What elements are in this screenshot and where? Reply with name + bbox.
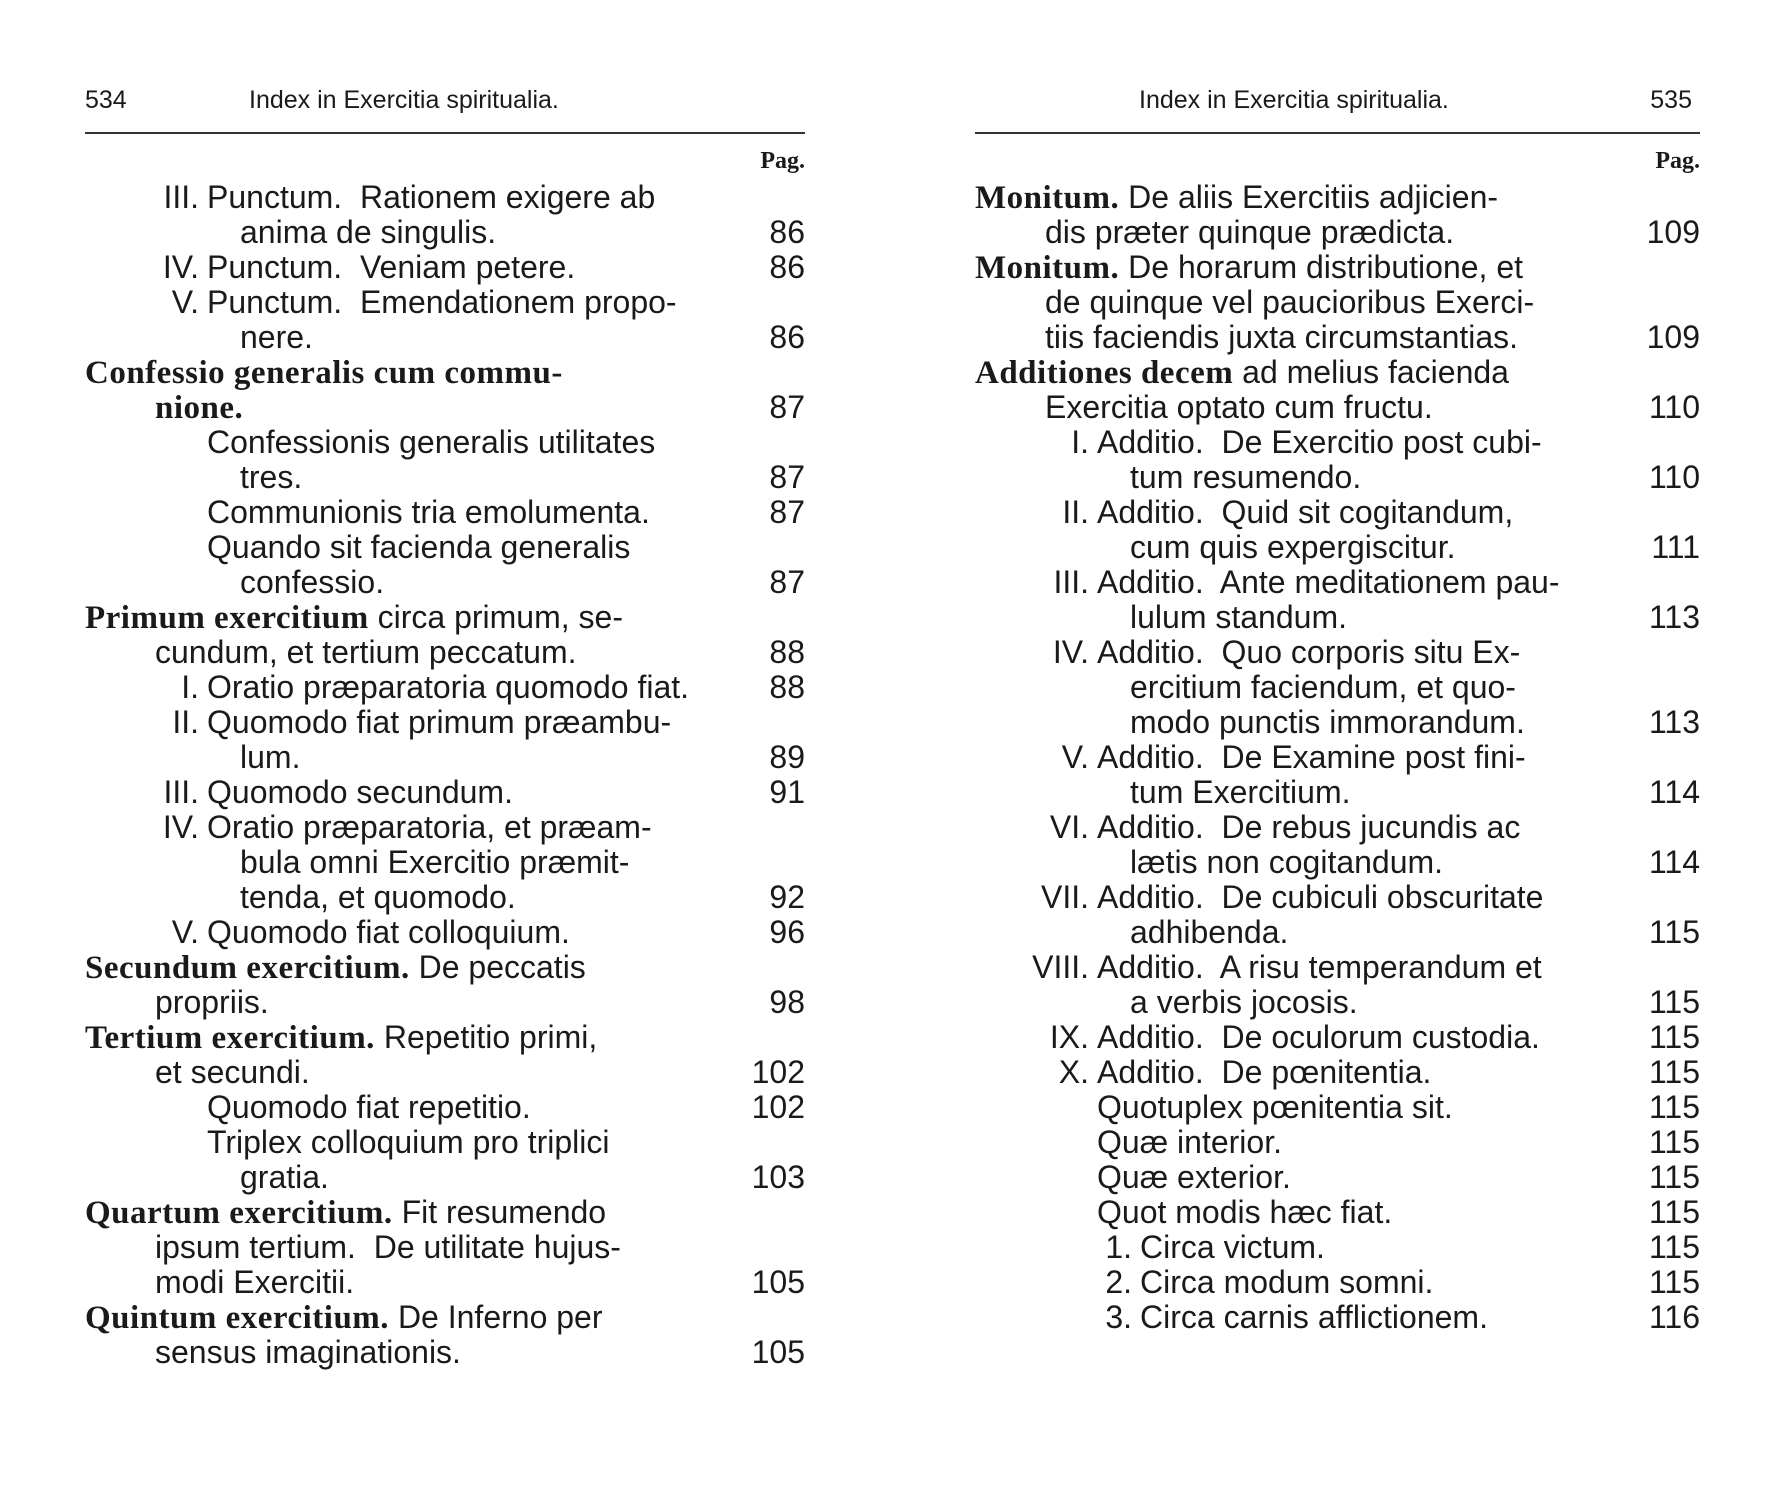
entry-description: modo punctis immorandum. [1130,704,1525,740]
entry-text [85,355,563,391]
entry-text [1130,915,1288,950]
index-line [975,180,1700,215]
index-line [975,285,1700,320]
index-line [975,1230,1700,1265]
page-reference: 96 [769,914,805,950]
entry-text [207,1090,531,1125]
entry-numeral: V. [1061,739,1089,775]
entry-text [1130,845,1443,880]
index-line [975,775,1700,810]
entry-text [1097,495,1513,530]
entry-text [207,810,652,845]
right-page [975,0,1700,1500]
page-reference: 115 [1648,1194,1700,1230]
entry-text [207,670,689,705]
index-line [85,565,805,600]
entry-numeral: III. [163,774,199,810]
page-reference: 105 [751,1334,805,1370]
index-line [85,495,805,530]
index-line [85,1090,805,1125]
entry-text [155,1335,461,1370]
page-reference: 86 [769,214,805,250]
entry-description: tum resumendo. [1130,459,1362,495]
entry-heading: Primum exercitium [85,600,369,636]
index-line [975,670,1700,705]
index-line [975,950,1700,985]
entry-description: Repetitio primi, [374,1019,598,1055]
page-reference: 87 [769,459,805,495]
entry-numeral: 2. [1105,1264,1132,1300]
entry-numeral: 1. [1105,1229,1132,1265]
entry-description: Confessionis generalis utilitates [207,424,656,460]
entry-description: Quomodo fiat primum præambu- [207,704,672,740]
entry-text [1130,705,1525,740]
page-reference: 88 [769,634,805,670]
entry-text [1097,810,1520,845]
entry-text [240,460,302,495]
entry-text [1097,1125,1282,1160]
page-reference: 115 [1648,1019,1700,1055]
index-line [975,1020,1700,1055]
index-line [975,740,1700,775]
entry-description: De peccatis [409,949,586,985]
entry-text [207,425,655,460]
entry-description: de quinque vel paucioribus Exerci- [1045,284,1535,320]
entry-text [1097,1195,1392,1230]
entry-description: bula omni Exercitio præmit- [240,844,630,880]
entry-text [207,915,570,950]
index-entries [85,180,805,1370]
entry-text [207,530,630,565]
entry-text [155,635,577,670]
index-line [85,1020,805,1055]
entry-text [207,250,575,285]
entry-description: Circa carnis afflictionem. [1140,1299,1488,1335]
entry-numeral: III. [163,179,199,215]
entry-numeral: I. [1071,424,1089,460]
entry-description: tenda, et quomodo. [240,879,516,915]
running-title: Index in Exercitia spiritualia. [1139,86,1449,114]
index-line [85,635,805,670]
entry-numeral: IV. [1052,634,1089,670]
entry-description: confessio. [240,564,385,600]
entry-text [207,775,513,810]
entry-description: Additio. De Examine post fini- [1097,739,1526,775]
entry-numeral: IX. [1049,1019,1089,1055]
entry-text [1140,1230,1325,1265]
index-line [85,775,805,810]
index-line [975,1055,1700,1090]
entry-numeral: II. [1062,494,1089,530]
page-reference: 87 [769,564,805,600]
entry-text [1097,635,1520,670]
entry-description: cum quis expergiscitur. [1130,529,1456,565]
running-head [975,86,1700,120]
entry-description: Quotuplex pœnitentia sit. [1097,1089,1453,1125]
page-reference: 115 [1648,984,1700,1020]
entry-text [240,215,496,250]
entry-description: cundum, et tertium peccatum. [155,634,577,670]
entry-text [155,1230,621,1265]
entry-description: Circa modum somni. [1140,1264,1434,1300]
entry-text [1140,1265,1433,1300]
entry-description: Triplex colloquium pro triplici [207,1124,610,1160]
entry-description: adhibenda. [1130,914,1289,950]
entry-description: De horarum distributione, et [1119,249,1523,285]
entry-description: dis præter quinque prædicta. [1045,214,1455,250]
entry-text [1045,320,1518,355]
entry-text [207,705,671,740]
index-line [85,460,805,495]
entry-text [155,1055,310,1090]
index-line [975,530,1700,565]
page-number: 534 [85,86,127,114]
entry-numeral: VIII. [1032,949,1089,985]
page-reference: 113 [1648,704,1700,740]
page-reference: 86 [769,249,805,285]
entry-text [1045,390,1433,425]
entry-text [85,600,623,636]
entry-text [155,985,269,1020]
entry-description: lum. [240,739,301,775]
entry-description: tiis faciendis juxta circumstantias. [1045,319,1519,355]
left-page [85,0,805,1500]
index-line [85,355,805,390]
entry-description: Oratio præparatoria, et præam- [207,809,652,845]
entry-description: Quomodo fiat colloquium. [207,914,570,950]
index-line [975,565,1700,600]
entry-text [975,180,1498,216]
entry-description: Additio. De pœnitentia. [1097,1054,1432,1090]
entry-text [85,950,586,986]
entry-text [1130,600,1347,635]
index-line [975,810,1700,845]
entry-numeral: VII. [1040,879,1089,915]
entry-description: ipsum tertium. De utilitate hujus- [155,1229,621,1265]
entry-text [1097,565,1560,600]
index-line [85,1195,805,1230]
index-line [975,880,1700,915]
page-reference: 87 [769,389,805,425]
entry-description: Quando sit facienda generalis [207,529,631,565]
index-line [975,320,1700,355]
index-line [975,460,1700,495]
entry-text [1130,775,1350,810]
index-line [85,915,805,950]
index-line [85,1300,805,1335]
entry-description: propriis. [155,984,269,1020]
page-reference: 102 [751,1089,805,1125]
entry-description: sensus imaginationis. [155,1334,461,1370]
entry-heading: Quartum exercitium. [85,1195,393,1231]
entry-numeral: I. [181,669,199,705]
entry-text [1045,215,1454,250]
running-title: Index in Exercitia spiritualia. [249,86,559,114]
entry-numeral: 3. [1105,1299,1132,1335]
index-line [975,985,1700,1020]
index-line [85,285,805,320]
page-reference: 115 [1648,1089,1700,1125]
index-line [85,740,805,775]
entry-description: Additio. De rebus jucundis ac [1097,809,1521,845]
page-reference: 115 [1648,1264,1700,1300]
entry-numeral: V. [171,914,199,950]
entry-heading: Monitum. [975,180,1120,216]
entry-text [85,1300,603,1336]
entry-description: Quomodo fiat repetitio. [207,1089,531,1125]
page-reference: 92 [769,879,805,915]
index-line [975,1195,1700,1230]
entry-heading: Monitum. [975,250,1120,286]
index-line [85,1335,805,1370]
entry-description: Fit resumendo [392,1194,607,1230]
page-reference: 88 [769,669,805,705]
entry-description: Punctum. Emendationem propo- [207,284,677,320]
index-line [975,1265,1700,1300]
index-line [85,1125,805,1160]
pag-label: Pag. [760,148,805,174]
entry-description: Circa victum. [1140,1229,1325,1265]
index-line [975,355,1700,390]
entry-description: a verbis jocosis. [1130,984,1358,1020]
entry-description: et secundi. [155,1054,310,1090]
entry-numeral: IV. [162,249,199,285]
entry-heading: Secundum exercitium. [85,950,410,986]
entry-text [207,495,650,530]
entry-text [1097,1020,1540,1055]
index-line [85,600,805,635]
entry-description: tum Exercitium. [1130,774,1351,810]
index-line [85,670,805,705]
entry-numeral: III. [1053,564,1089,600]
index-line [975,495,1700,530]
entry-description: modi Exercitii. [155,1264,355,1300]
entry-text [240,565,384,600]
entry-description: De Inferno per [389,1299,603,1335]
entry-heading: Tertium exercitium. [85,1020,375,1056]
page-reference: 115 [1648,1054,1700,1090]
entry-text [207,180,655,215]
index-line [975,215,1700,250]
page-reference: 109 [1646,214,1700,250]
page-reference: 98 [769,984,805,1020]
page-reference: 103 [751,1159,805,1195]
index-line [975,845,1700,880]
entry-heading: Confessio generalis cum commu- [85,355,563,391]
page-reference: 110 [1648,389,1700,425]
entry-text [1097,1090,1453,1125]
entry-text [85,1195,606,1231]
entry-description: gratia. [240,1159,329,1195]
index-line [975,1300,1700,1335]
index-line [85,320,805,355]
entry-description: circa primum, se- [368,599,623,635]
entry-text [155,1265,354,1300]
entry-text [1130,460,1361,495]
entry-text [1097,880,1543,915]
index-line [85,530,805,565]
index-line [85,1160,805,1195]
index-line [85,950,805,985]
pag-label: Pag. [1655,148,1700,174]
entry-description: Additio. De cubiculi obscuritate [1097,879,1544,915]
index-line [975,425,1700,460]
entry-description: Punctum. Veniam petere. [207,249,576,285]
entry-text [240,845,629,880]
entry-description: Oratio præparatoria quomodo fiat. [207,669,690,705]
entry-description: Additio. Ante meditationem pau- [1097,564,1560,600]
entry-text [155,390,243,426]
page-reference: 111 [1651,529,1700,565]
page-reference: 91 [769,774,805,810]
index-line [975,390,1700,425]
index-line [975,915,1700,950]
entry-description: Additio. De oculorum custodia. [1097,1019,1540,1055]
entry-numeral: VI. [1049,809,1089,845]
entry-heading: Quintum exercitium. [85,1300,390,1336]
index-line [85,1230,805,1265]
header-rule [85,132,805,134]
index-line [85,180,805,215]
page-reference: 89 [769,739,805,775]
index-line [85,880,805,915]
index-line [975,1160,1700,1195]
entry-description: Quæ exterior. [1097,1159,1291,1195]
page-reference: 115 [1648,1229,1700,1265]
page-reference: 115 [1648,1159,1700,1195]
running-head [85,86,805,120]
page-reference: 86 [769,319,805,355]
entry-text [240,1160,329,1195]
entry-text [1097,950,1542,985]
index-line [85,985,805,1020]
entry-description: nere. [240,319,313,355]
entry-numeral: V. [171,284,199,320]
index-line [85,1265,805,1300]
entry-text [1130,530,1455,565]
entry-description: Quomodo secundum. [207,774,513,810]
index-line [975,1090,1700,1125]
entry-text [975,250,1523,286]
entry-text [240,880,516,915]
entry-numeral: II. [172,704,199,740]
entry-heading: nione. [155,390,244,426]
entry-description: ercitium faciendum, et quo- [1130,669,1516,705]
entry-description: Quæ interior. [1097,1124,1282,1160]
entry-text [1140,1300,1488,1335]
entry-description: lulum standum. [1130,599,1347,635]
page-reference: 113 [1648,599,1700,635]
entry-description: anima de singulis. [240,214,497,250]
index-line [975,635,1700,670]
entry-description: Additio. Quid sit cogitandum, [1097,494,1514,530]
entry-description: Quot modis hæc fiat. [1097,1194,1393,1230]
index-line [85,250,805,285]
index-line [85,425,805,460]
entry-description: Additio. De Exercitio post cubi- [1097,424,1542,460]
entry-description: Communionis tria emolumenta. [207,494,650,530]
index-entries [975,180,1700,1335]
page-reference: 105 [751,1264,805,1300]
page-reference: 115 [1648,1124,1700,1160]
entry-text [1045,285,1534,320]
entry-description: tres. [240,459,303,495]
entry-numeral: IV. [162,809,199,845]
page-reference: 114 [1648,774,1700,810]
entry-description: Punctum. Rationem exigere ab [207,179,656,215]
header-rule [975,132,1700,134]
index-line [975,600,1700,635]
page-number: 535 [1650,86,1692,114]
entry-text [240,740,300,775]
entry-text [207,1125,610,1160]
page-reference: 102 [751,1054,805,1090]
index-line [85,1055,805,1090]
page-reference: 87 [769,494,805,530]
page-reference: 115 [1648,914,1700,950]
entry-text [240,320,313,355]
index-line [975,705,1700,740]
index-line [85,810,805,845]
entry-text [1130,985,1358,1020]
entry-text [1097,1055,1431,1090]
entry-description: Additio. A risu temperandum et [1097,949,1542,985]
index-line [85,215,805,250]
index-line [85,705,805,740]
index-line [975,250,1700,285]
entry-text [1097,425,1542,460]
page-reference: 110 [1648,459,1700,495]
index-line [85,390,805,425]
entry-description: Additio. Quo corporis situ Ex- [1097,634,1521,670]
entry-description: ad melius facienda [1233,354,1509,390]
entry-text [207,285,677,320]
entry-text [85,1020,597,1056]
index-line [85,845,805,880]
page-reference: 114 [1648,844,1700,880]
page-reference: 116 [1648,1299,1700,1335]
entry-text [1130,670,1516,705]
entry-description: Exercitia optato cum fructu. [1045,389,1433,425]
page-reference: 109 [1646,319,1700,355]
entry-description: lætis non cogitandum. [1130,844,1444,880]
index-line [975,1125,1700,1160]
entry-numeral: X. [1058,1054,1089,1090]
entry-text [975,355,1509,391]
entry-text [1097,740,1526,775]
entry-heading: Additiones decem [975,355,1234,391]
entry-text [1097,1160,1291,1195]
entry-description: De aliis Exercitiis adjicien- [1119,179,1499,215]
